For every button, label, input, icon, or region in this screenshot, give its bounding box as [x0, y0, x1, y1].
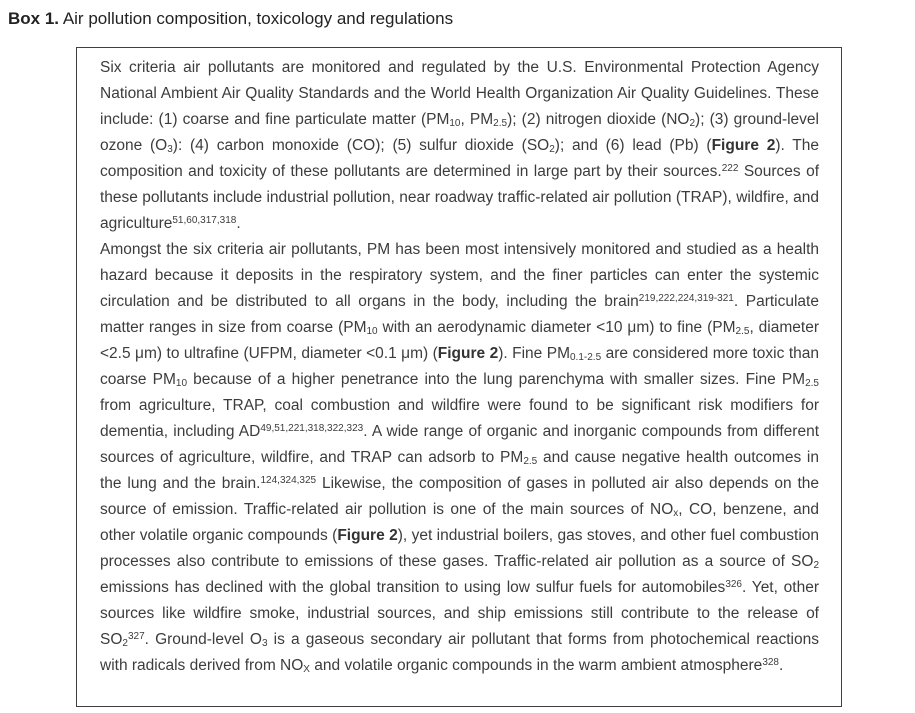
text-run: Sources of these pollutants include industrial pollution, near roadway traffic-related air pollution (TRAP), wildfire, and agriculture [100, 163, 820, 232]
text-run: , CO, benzene, and other volatile organic compounds ( [100, 501, 819, 544]
text-run: ); and (6) lead (Pb) ( [554, 137, 712, 154]
subscript-run: 2 [549, 143, 555, 155]
text-run: . A wide range of organic and inorganic compounds from different sources of agriculture, wildfire, and TRAP can adsorb to PM [100, 423, 820, 466]
subscript-run: 0.1-2.5 [570, 351, 602, 363]
text-run: because of a higher penetrance into the lung parenchyma with smaller sizes. Fine PM [187, 371, 806, 388]
subscript-run: 10 [449, 117, 461, 129]
text-run: , diameter <2.5 μm) to ultrafine (UFPM, diameter <0.1 μm) ( [100, 319, 819, 362]
box-paragraph [100, 55, 819, 237]
reference-superscript: 51,60,317,318 [172, 215, 237, 227]
text-run: ). Fine PM [498, 345, 570, 362]
reference-superscript: 327 [127, 631, 145, 643]
text-run: . [236, 215, 241, 232]
subscript-run: X [303, 663, 310, 675]
bold-run: Figure 2 [437, 345, 499, 362]
text-run: , PM [460, 111, 494, 128]
text-run: is a gaseous secondary air pollutant that forms from photochemical reactions with radicals derived from NO [100, 631, 819, 674]
text-run: and volatile organic compounds in the warm ambient atmosphere [309, 657, 763, 674]
subscript-run: 2 [122, 637, 128, 649]
bold-run: Figure 2 [711, 137, 776, 154]
text-run: ): (4) carbon monoxide (CO); (5) sulfur dioxide (SO [172, 137, 550, 154]
text-run: Six criteria air pollutants are monitored and regulated by the U.S. Environmental Protection Agency National Ambient Air Quality Standards and the World Health Organization Air Quality Guidelines. These include: (1) coarse and fine particulate matter (PM [100, 59, 819, 128]
box-title-label: Box 1. [8, 9, 60, 28]
subscript-run: 2.5 [735, 325, 750, 337]
text-run: from agriculture, TRAP, coal combustion and wildfire were found to be significant risk modifiers for dementia, including AD [100, 397, 819, 440]
box-1-container [76, 47, 842, 707]
text-run: . Particulate matter ranges in size from coarse (PM [100, 293, 819, 336]
subscript-run: 3 [167, 143, 173, 155]
subscript-run: x [673, 507, 679, 519]
subscript-run: 2 [813, 559, 819, 571]
box-body [100, 55, 819, 679]
box-paragraph [100, 237, 819, 679]
reference-superscript: 219,222,224,319-321 [638, 293, 734, 305]
subscript-run: 2.5 [805, 377, 819, 389]
text-run: . Ground-level O [144, 631, 262, 648]
subscript-run: 10 [175, 377, 188, 389]
bold-run: Figure 2 [337, 527, 398, 544]
text-run: . Yet, other sources like wildfire smoke, industrial sources, and ship emissions still contribute to the release of SO [100, 579, 820, 648]
reference-superscript: 124,324,325 [260, 475, 317, 487]
text-run: ). The composition and toxicity of these pollutants are determined in large part by their sources. [100, 137, 819, 180]
subscript-run: 3 [261, 637, 268, 649]
subscript-run: 2.5 [493, 117, 508, 129]
text-run: ); (3) ground-level ozone (O [100, 111, 819, 154]
reference-superscript: 49,51,221,318,322,323 [260, 423, 364, 435]
text-run: with an aerodynamic diameter <10 μm) to fine (PM [377, 319, 736, 336]
subscript-run: 10 [366, 325, 378, 337]
text-run: emissions has declined with the global transition to using low sulfur fuels for automobiles [100, 579, 726, 596]
text-run: ); (2) nitrogen dioxide (NO [507, 111, 690, 128]
reference-superscript: 328 [762, 657, 779, 669]
box-title [8, 9, 453, 29]
text-run: Likewise, the composition of gases in polluted air also depends on the source of emission. Traffic-related air pollution is one of the main sources of NO [100, 475, 820, 518]
text-run: ), yet industrial boilers, gas stoves, and other fuel combustion processes also contribute to emissions of these gases. Traffic-related air pollution as a source of SO [100, 527, 820, 570]
reference-superscript: 222 [721, 163, 739, 175]
box-title-text: Air pollution composition, toxicology and regulations [59, 9, 454, 28]
subscript-run: 2 [689, 117, 696, 129]
reference-superscript: 326 [725, 579, 742, 591]
text-run: . [779, 657, 784, 674]
text-run: and cause negative health outcomes in the lung and the brain. [100, 449, 819, 492]
text-run: Amongst the six criteria air pollutants, PM has been most intensively monitored and studied as a health hazard because it deposits in the respiratory system, and the finer particles can enter the systemic circulation and be distributed to all organs in the body, including the brain [100, 241, 819, 310]
text-run: are considered more toxic than coarse PM [100, 345, 819, 388]
subscript-run: 2.5 [523, 455, 538, 467]
